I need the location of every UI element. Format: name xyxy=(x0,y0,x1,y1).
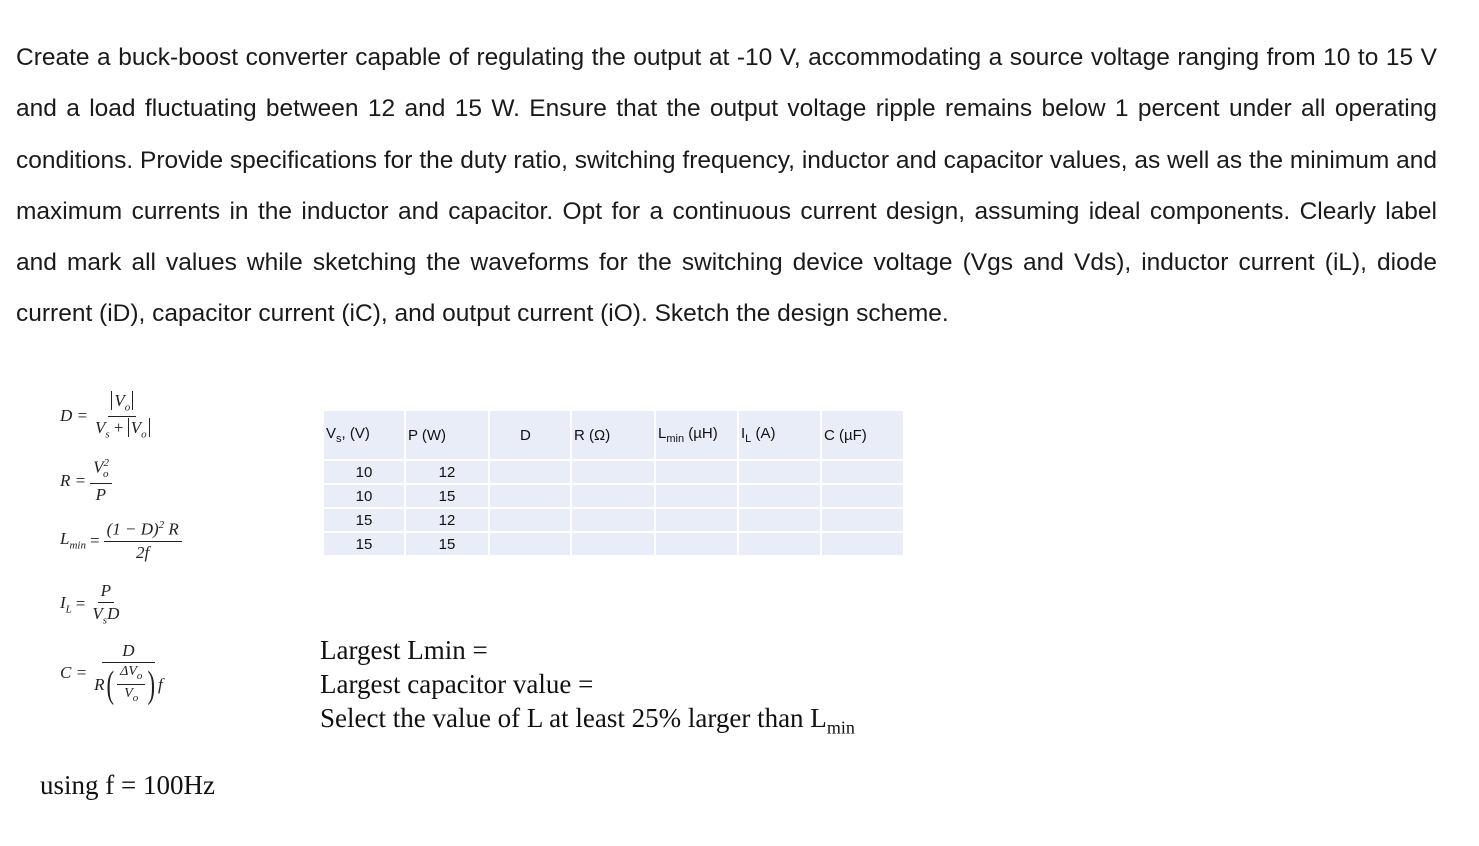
cell-vs[interactable]: 10 xyxy=(323,460,405,484)
cell-lmin[interactable] xyxy=(655,460,738,484)
formula-current-den-d: D xyxy=(107,603,120,623)
formula-capacitance-lhs: C = xyxy=(60,663,88,683)
formula-duty-num-v: V xyxy=(114,391,125,410)
cell-c[interactable] xyxy=(821,532,904,556)
formula-capacitance-inner-num-sub: o xyxy=(136,669,143,682)
cell-d[interactable] xyxy=(489,484,571,508)
formula-capacitance-fraction xyxy=(91,642,166,705)
header-il-unit: (A) xyxy=(751,425,776,442)
header-il-sub: L xyxy=(745,433,752,445)
formula-current-i: I xyxy=(60,593,66,613)
formula-capacitance-inner-den-sub: o xyxy=(132,691,139,704)
formula-lmin-lhs xyxy=(60,529,86,551)
formula-duty-den-vo-sub: o xyxy=(141,428,147,441)
cell-vs[interactable]: 15 xyxy=(323,532,405,556)
formula-current-fraction xyxy=(89,582,122,627)
note-largest-lmin: Largest Lmin = xyxy=(320,635,488,665)
note-select-inductor xyxy=(320,701,855,744)
note-select-inductor-text: Select the value of L at least 25% larger than L xyxy=(320,703,827,733)
table-row xyxy=(323,508,904,532)
formula-lmin-den: 2f xyxy=(136,542,150,562)
header-d-label: D xyxy=(520,426,531,444)
note-largest-capacitor: Largest capacitor value = xyxy=(320,669,594,699)
formula-duty-ratio xyxy=(60,392,153,441)
header-r: R (Ω) xyxy=(571,410,655,460)
cell-il[interactable] xyxy=(738,532,821,556)
table-row xyxy=(323,484,904,508)
header-lmin-sub: min xyxy=(666,433,685,445)
cell-lmin[interactable] xyxy=(655,508,738,532)
formula-capacitance xyxy=(60,642,166,705)
header-il xyxy=(738,410,821,460)
formula-duty-lhs: D = xyxy=(60,406,88,426)
design-notes xyxy=(320,633,855,744)
formula-lmin xyxy=(60,520,182,561)
cell-c[interactable] xyxy=(821,460,904,484)
cell-r[interactable] xyxy=(571,508,655,532)
formula-current-i-sub: L xyxy=(65,603,72,616)
cell-d[interactable] xyxy=(489,532,571,556)
frequency-note: using f = 100Hz xyxy=(40,770,215,800)
note-select-inductor-sub: min xyxy=(826,717,855,738)
formula-duty-plus: + xyxy=(109,417,128,437)
formula-duty-num-sub: o xyxy=(124,401,131,414)
formula-resistance-num-v: V xyxy=(93,457,104,477)
header-lmin xyxy=(655,410,738,460)
formula-current-den-v: V xyxy=(92,603,103,623)
formula-capacitance-num: D xyxy=(102,642,154,663)
formula-resistance-lhs: R = xyxy=(60,470,87,490)
header-vs-v: V xyxy=(326,425,337,442)
cell-p[interactable]: 15 xyxy=(405,532,489,556)
cell-vs[interactable]: 10 xyxy=(323,484,405,508)
cell-vs[interactable]: 15 xyxy=(323,508,405,532)
header-vs xyxy=(323,410,405,460)
header-p: P (W) xyxy=(405,410,489,460)
formula-capacitance-inner-num: ΔV xyxy=(120,663,137,679)
formula-capacitance-inner-den: V xyxy=(124,686,133,702)
cell-p[interactable]: 12 xyxy=(405,460,489,484)
formula-lmin-l: L xyxy=(60,529,70,549)
cell-il[interactable] xyxy=(738,460,821,484)
formula-current-lhs xyxy=(60,593,72,615)
header-vs-sub: s xyxy=(336,433,342,445)
header-d xyxy=(489,410,571,460)
formula-lmin-eq: = xyxy=(89,530,100,550)
formula-resistance-num-sup: 2 xyxy=(103,457,109,469)
table-header-row xyxy=(323,410,904,460)
design-table xyxy=(322,409,905,557)
cell-il[interactable] xyxy=(738,508,821,532)
formula-lmin-num-sup: 2 xyxy=(158,519,165,531)
right-paren-icon: ) xyxy=(147,663,156,706)
header-lmin-l: L xyxy=(658,425,667,442)
formula-duty-den-vo: V xyxy=(130,417,142,437)
formula-lmin-num-r: R xyxy=(164,519,179,539)
formula-duty-den-vs-sub: s xyxy=(105,428,110,441)
formula-capacitance-den-r: R xyxy=(94,674,105,694)
formula-lmin-num: (1 − D) xyxy=(106,519,159,539)
formula-duty-den-vs: V xyxy=(95,417,106,437)
formula-resistance-den: P xyxy=(95,484,106,504)
header-il-i: I xyxy=(741,425,746,442)
cell-d[interactable] xyxy=(489,508,571,532)
formula-current-num: P xyxy=(98,582,114,603)
formula-current-eq: = xyxy=(75,594,86,614)
formula-lmin-fraction xyxy=(104,520,182,561)
formula-capacitance-den-f: f xyxy=(158,674,163,694)
header-c: C (µF) xyxy=(821,410,904,460)
problem-statement: Create a buck-boost converter capable of regulating the output at -10 V, accommodating a source voltage ranging from 10 to 15 V and a load fluctuating between 12 and 15 W. Ensure that the output voltage ripple remains below 1 percent under all operating conditions. Provide specifications for the duty ratio, switching frequency, inductor and capacitor values, as well as the minimum and maximum currents in the inductor and capacitor. Opt for a continuous current design, assuming ideal components. Clearly label and mark all values while sketching the waveforms for the switching device voltage (Vgs and Vds), inductor current (iL), diode current (iD), capacitor current (iC), and output current (iO). Sketch the design scheme. xyxy=(16,44,1437,328)
formula-duty-fraction xyxy=(92,392,153,441)
header-lmin-unit: (µH) xyxy=(684,425,718,442)
cell-r[interactable] xyxy=(571,484,655,508)
cell-r[interactable] xyxy=(571,460,655,484)
table-row xyxy=(323,460,904,484)
table-row xyxy=(323,532,904,556)
cell-lmin[interactable] xyxy=(655,532,738,556)
formula-current-den-sub: s xyxy=(102,614,108,627)
header-vs-unit: , (V) xyxy=(341,425,370,442)
cell-c[interactable] xyxy=(821,484,904,508)
cell-r[interactable] xyxy=(571,532,655,556)
formula-resistance xyxy=(60,458,112,503)
formula-resistance-num-sub: o xyxy=(103,468,109,481)
cell-il[interactable] xyxy=(738,484,821,508)
cell-p[interactable]: 12 xyxy=(405,508,489,532)
formula-inductor-current xyxy=(60,582,122,627)
cell-p[interactable]: 15 xyxy=(405,484,489,508)
left-paren-icon: ( xyxy=(106,663,115,706)
cell-lmin[interactable] xyxy=(655,484,738,508)
cell-c[interactable] xyxy=(821,508,904,532)
formula-resistance-fraction xyxy=(90,458,111,503)
formula-lmin-l-sub: min xyxy=(69,539,86,552)
cell-d[interactable] xyxy=(489,460,571,484)
formula-capacitance-inner-fraction xyxy=(117,665,145,705)
